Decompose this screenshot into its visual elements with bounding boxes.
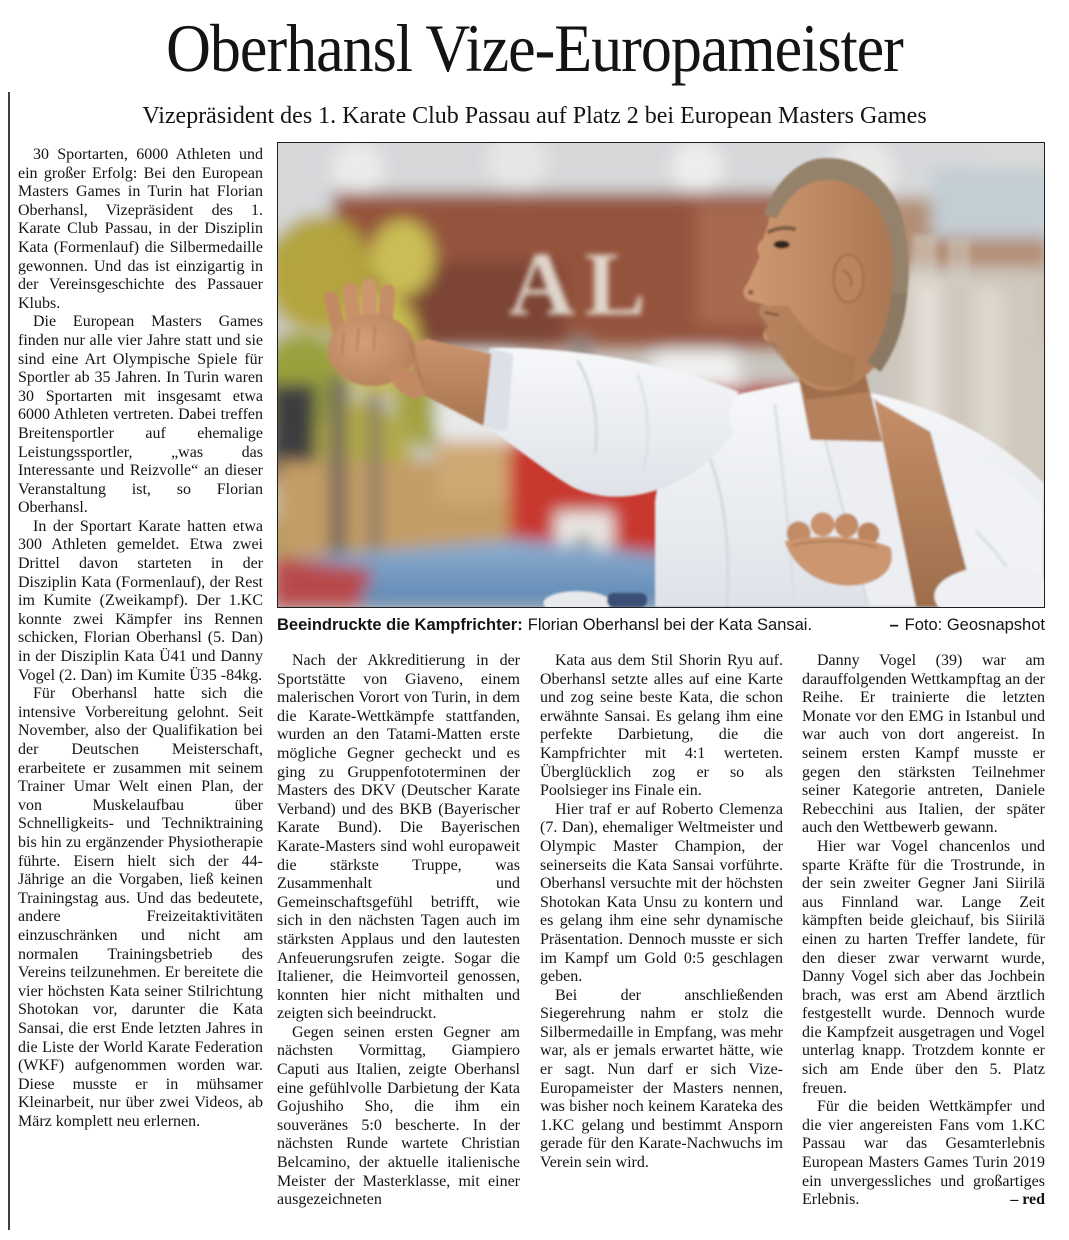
text-column-1 <box>18 146 263 1232</box>
headline: Oberhansl Vize-Europameister <box>166 11 903 87</box>
paragraph: Für Oberhansl hatte sich die intensive Vorbereitung gelohnt. Seit November, also der Qualifikation bei der Deutschen Meisterschaft, erarbeitete er zusammen mit seinem Trainer Umar Welt einen Plan, der von Muskelaufbau über Schnelligkeits- und Techniktraining bis hin zu ergänzender Physiotherapie führte. Eisern hielt sich der 44-Jährige an die Vorgaben, ließ keinen Trainingstag aus. Und das bedeutete, andere Freizeitaktivitäten einzuschränken und nicht am normalen Trainingsbetrieb des Vereins teilzunehmen. Er bereitete die vier höchsten Kata seiner Stilrichtung Shotokan vor, darunter die Kata Sansai, die erst Ende letzten Jahres in die Liste der World Karate Federation (WKF) aufgenommen worden war. Diese musste er in mühsamer Kleinarbeit, nur über zwei Videos, ab März komplett neu erlernen. <box>18 685 263 1130</box>
closing-paragraph: Für die beiden Wettkämpfer und die vier angereisten Fans vom 1.KC Passau war das Gesamterlebnis European Masters Games Turin 2019 ein unvergessliches und großartiges Erlebnis. <box>802 1098 1045 1209</box>
caption-lead: Beeindruckte die Kampfrichter: <box>277 616 523 634</box>
credit-text: Foto: Geosnapshot <box>904 616 1045 634</box>
paragraph: Bei der anschließenden Siegerehrung nahm er stolz die Silbermedaille in Empfang, was mehr war, als er jemals erwartet hätte, wie er sagt. Nun darf er sich Vize-Europameister der Masters nennen, was bisher noch keinem Karateka des 1.KC gelang und bestimmt Ansporn gerade für den Karate-Nachwuchs im Verein sein wird. <box>540 986 783 1172</box>
paragraph: 30 Sportarten, 6000 Athleten und ein großer Erfolg: Bei den European Masters Games in Turin hat Florian Oberhansl, Vizepräsident des 1. Karate Club Passau, in der Disziplin Kata (Formenlauf) die Silbermedaille gewonnen. Und das ist einzigartig in der Vereinsgeschichte des Passauer Klubs. <box>18 146 263 312</box>
paragraph: Hier war Vogel chancenlos und sparte Kräfte für die Trostrunde, in der sein zweiter Gegner Jani Siirilä aus Finnland war. Lange Zeit kämpften beide gleichauf, bis Siirilä einen zu harten Treffer landete, für den dieser zwar verwarnt wurde, Danny Vogel sich aber das Jochbein brach, was erst am Abend ärztlich festgestellt wurde. Dennoch wurde die Kampfzeit ausgetragen und Vogel unterlag knapp. Trotzdem konnte er sich am Ende über den 5. Platz freuen. <box>802 837 1045 1097</box>
photo-image <box>278 143 1044 607</box>
banner-letters: AL <box>508 232 656 335</box>
author-signature: – red <box>1010 1191 1045 1209</box>
paragraph: Gegen seinen ersten Gegner am nächsten Vormittag, Giampiero Caputi aus Italien, zeigte Oberhansl eine gefühlvolle Darbietung der Kata Gojushiho Sho, die ihm ein souveränes 5:0 bescherte. In der nächsten Runde wartete Christian Belcamino, der aktuelle italienische Meister der Masterklasse, mit einer ausgezeichneten <box>277 1023 520 1209</box>
column-rule <box>8 92 10 1230</box>
column-paragraphs <box>802 652 1045 1098</box>
paragraph: Nach der Akkreditierung in der Sportstätte von Giaveno, einem malerischen Vorort von Turin, in dem die Karate-Wettkämpfe stattfanden, wurden an den Tatami-Matten erste mögliche Gegner gecheckt und es ging zu Gruppenfototerminen der Masters des DKV (Deutscher Karate Verband) und des BKB (Bayerischer Karate Bund). Die Bayerischen Karate-Masters sind wohl europaweit die stärkste Truppe, was Zusammenhalt und Gemeinschaftsgefühl betrifft, wie sich in den nächsten Tagen auch im stärksten Applaus und den lautesten Anfeuerungsrufen zeigte. Sogar die Italiener, die Heimvorteil genossen, konnten hier nicht mithalten und zeigten sich beeindruckt. <box>277 652 520 1023</box>
credit-dash: – <box>889 616 899 634</box>
article-photo <box>277 142 1045 608</box>
paragraph: Die European Masters Games finden nur alle vier Jahre statt und sie sind eine Art Olympische Spiele für Sportler ab 35 Jahren. In Turin waren 30 Sportarten mit insgesamt etwa 6000 Athleten vertreten. Dabei treffen Breitensportler auf ehemalige Leistungssportler, „was das Interessante und Reizvolle“ an dieser Veranstaltung ist, so Florian Oberhansl. <box>18 313 263 517</box>
text-column-3 <box>540 652 783 1232</box>
photo-caption <box>277 615 1045 635</box>
paragraph: In der Sportart Karate hatten etwa 300 Athleten gemeldet. Etwa zwei Drittel davon starteten in der Disziplin Kata (Formenlauf), der Rest im Kumite (Zweikampf). Der 1.KC konnte zwei Kämpfer ins Rennen schicken, Florian Oberhansl (5. Dan) in der Disziplin Kata Ü41 und Danny Vogel (2. Dan) im Kumite Ü35 -84kg. <box>18 517 263 684</box>
caption-text: Florian Oberhansl bei der Kata Sansai. <box>527 616 813 634</box>
text-column-2 <box>277 652 520 1232</box>
text-column-4 <box>802 652 1045 1232</box>
paragraph <box>802 1098 1045 1210</box>
paragraph: Kata aus dem Stil Shorin Ryu auf. Oberhansl setzte alles auf eine Karte und zog seine beste Kata, die schon erwähnte Sansai. Es gelang ihm eine perfekte Darbietung, die die Kampfrichter mit 4:1 werteten. Überglücklich zog er so als Poolsieger ins Finale ein. <box>540 652 783 800</box>
paragraph: Danny Vogel (39) war am darauffolgenden Wettkampftag an der Reihe. Er trainierte die letzten Monate vor den EMG in Istanbul und war auch von dort angereist. In seinem ersten Kampf musste er gegen den stärksten Teilnehmer seiner Kategorie antreten, Daniele Rebecchini aus Italien, der später auch den Wettbewerb gewann. <box>802 652 1045 837</box>
paragraph: Hier traf er auf Roberto Clemenza (7. Dan), ehemaliger Weltmeister und Olympic Master Champion, der seinerseits die Kata Sansai vorführte. Oberhansl versuchte mit der höchsten Shotokan Kata Unsu zu kontern und es gelang ihm eine sehr dynamische Präsentation. Dennoch musste er sich im Kampf um Gold 0:5 geschlagen geben. <box>540 800 783 986</box>
photo-credit <box>889 615 1045 635</box>
subheadline: Vizepräsident des 1. Karate Club Passau auf Platz 2 bei European Masters Games <box>142 103 927 129</box>
